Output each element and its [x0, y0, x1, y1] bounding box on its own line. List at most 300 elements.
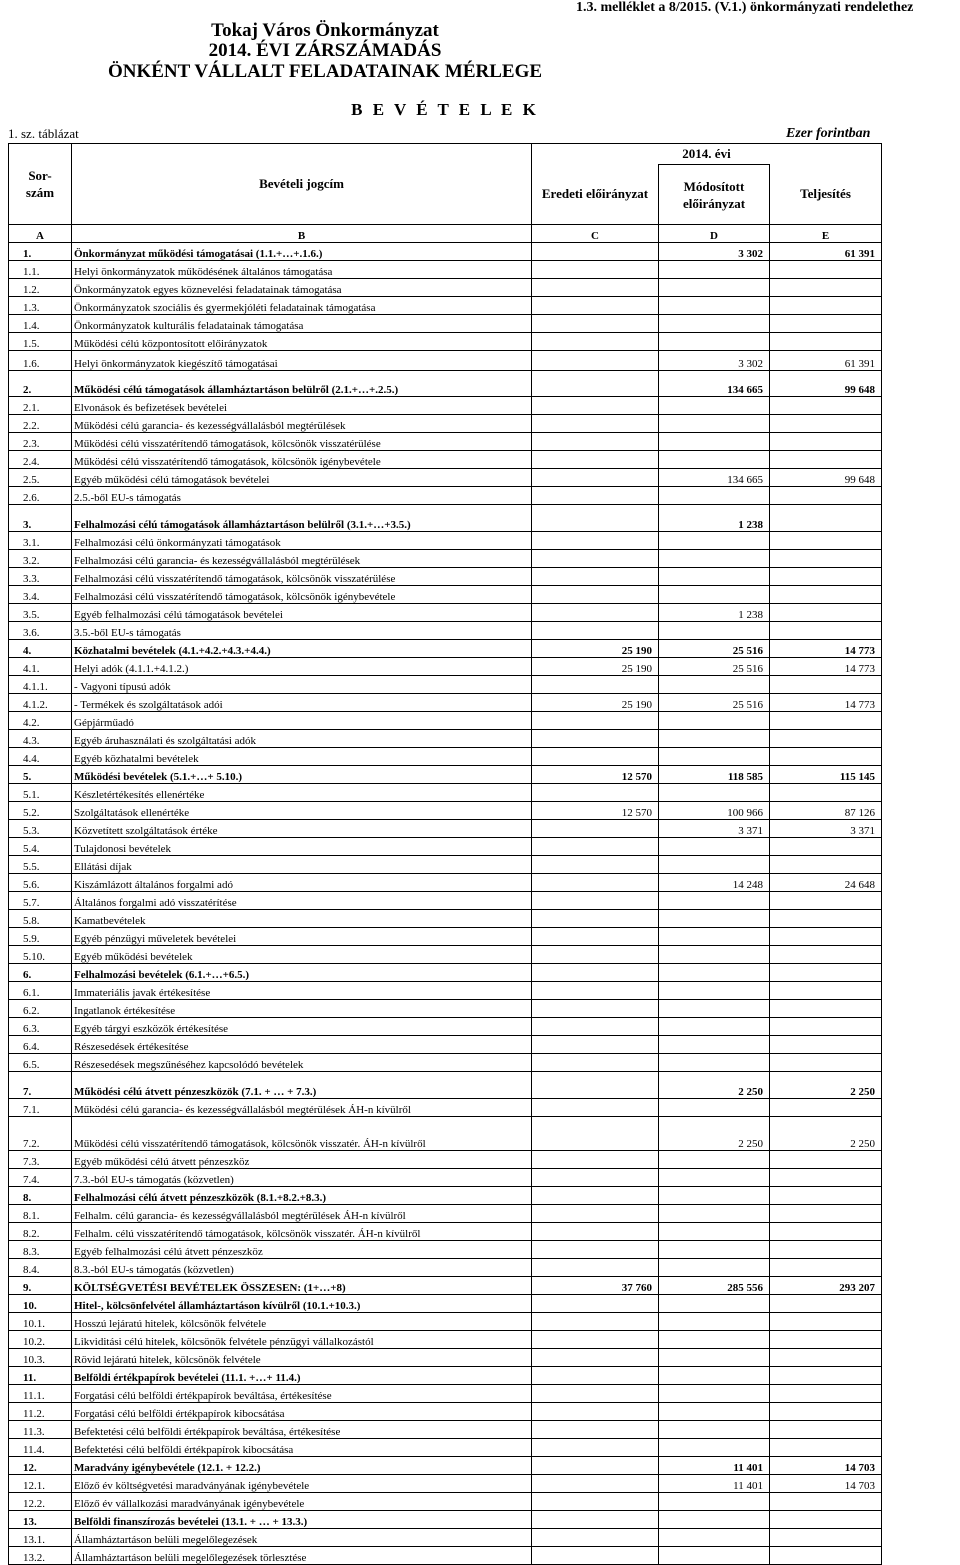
eredeti-value [532, 586, 659, 604]
teljesites-value [770, 487, 882, 505]
row-number: 10.1. [9, 1313, 72, 1331]
teljesites-value: 14 773 [770, 640, 882, 658]
row-number: 13.2. [9, 1547, 72, 1565]
table-row [9, 1151, 882, 1169]
row-number: 4.4. [9, 748, 72, 766]
teljesites-value [770, 1367, 882, 1385]
table-row [9, 279, 882, 297]
modositott-value [659, 1187, 770, 1205]
row-label: Államháztartáson belüli megelőlegezések törlesztése [72, 1547, 532, 1565]
teljesites-value: 2 250 [770, 1072, 882, 1099]
modositott-value: 285 556 [659, 1277, 770, 1295]
row-number: 10. [9, 1295, 72, 1313]
row-number: 5.2. [9, 802, 72, 820]
eredeti-value [532, 1151, 659, 1169]
modositott-value [659, 712, 770, 730]
table-row [9, 568, 882, 586]
row-number: 11.2. [9, 1403, 72, 1421]
table-row [9, 1072, 882, 1099]
table-row [9, 982, 882, 1000]
eredeti-value [532, 1000, 659, 1018]
row-number: 6.3. [9, 1018, 72, 1036]
table-row [9, 1295, 882, 1313]
modositott-value [659, 856, 770, 874]
row-label: Helyi adók (4.1.1.+4.1.2.) [72, 658, 532, 676]
row-number: 7.4. [9, 1169, 72, 1187]
row-label: Egyéb tárgyi eszközök értékesítése [72, 1018, 532, 1036]
row-number: 8.4. [9, 1259, 72, 1277]
eredeti-value [532, 1475, 659, 1493]
row-label: Egyéb működési bevételek [72, 946, 532, 964]
modositott-value: 3 302 [659, 243, 770, 261]
eredeti-value [532, 1511, 659, 1529]
table-row [9, 261, 882, 279]
row-label: 2.5.-ből EU-s támogatás [72, 487, 532, 505]
row-number: 4.1. [9, 658, 72, 676]
row-number: 1.4. [9, 315, 72, 333]
row-label: KÖLTSÉGVETÉSI BEVÉTELEK ÖSSZESEN: (1+…+8) [72, 1277, 532, 1295]
modositott-value: 14 248 [659, 874, 770, 892]
eredeti-value: 12 570 [532, 766, 659, 784]
letter-b: B [72, 225, 532, 243]
eredeti-value [532, 415, 659, 433]
modositott-value [659, 397, 770, 415]
modositott-value [659, 1151, 770, 1169]
eredeti-value [532, 351, 659, 371]
row-label: Hosszú lejáratú hitelek, kölcsönök felvétele [72, 1313, 532, 1331]
table-row [9, 838, 882, 856]
row-number: 2.1. [9, 397, 72, 415]
table-row [9, 550, 882, 568]
eredeti-value: 37 760 [532, 1277, 659, 1295]
row-number: 3.3. [9, 568, 72, 586]
modositott-value [659, 1018, 770, 1036]
teljesites-value: 99 648 [770, 371, 882, 397]
eredeti-value [532, 1223, 659, 1241]
table-row [9, 730, 882, 748]
row-number: 5. [9, 766, 72, 784]
teljesites-value [770, 279, 882, 297]
table-row [9, 415, 882, 433]
modositott-value [659, 1439, 770, 1457]
table-row [9, 910, 882, 928]
eredeti-value: 25 190 [532, 658, 659, 676]
modositott-value [659, 784, 770, 802]
row-label: Működési célú visszatérítendő támogatások, kölcsönök igénybevétele [72, 451, 532, 469]
eredeti-value [532, 1493, 659, 1511]
row-label: Előző év vállalkozási maradványának igénybevétele [72, 1493, 532, 1511]
eredeti-value [532, 1241, 659, 1259]
teljesites-value: 14 703 [770, 1475, 882, 1493]
table-row [9, 532, 882, 550]
row-label: Működési célú központosított előirányzatok [72, 333, 532, 351]
row-label: Egyéb működési célú átvett pénzeszköz [72, 1151, 532, 1169]
modositott-value [659, 1511, 770, 1529]
teljesites-value [770, 333, 882, 351]
table-row [9, 586, 882, 604]
table-row [9, 1457, 882, 1475]
row-label: Helyi önkormányzatok működésének általános támogatása [72, 261, 532, 279]
eredeti-value [532, 982, 659, 1000]
eredeti-value [532, 333, 659, 351]
letter-d: D [659, 225, 770, 243]
modositott-value [659, 910, 770, 928]
modositott-value: 118 585 [659, 766, 770, 784]
eredeti-value [532, 964, 659, 982]
teljesites-value [770, 1151, 882, 1169]
eredeti-value [532, 1421, 659, 1439]
row-label: Gépjárműadó [72, 712, 532, 730]
eredeti-value [532, 1439, 659, 1457]
row-number: 2.5. [9, 469, 72, 487]
letter-e: E [770, 225, 882, 243]
table-row [9, 1313, 882, 1331]
teljesites-value [770, 1187, 882, 1205]
row-label: Elvonások és befizetések bevételei [72, 397, 532, 415]
teljesites-value [770, 568, 882, 586]
table-row [9, 371, 882, 397]
modositott-value [659, 532, 770, 550]
eredeti-value [532, 748, 659, 766]
teljesites-value [770, 451, 882, 469]
modositott-value: 11 401 [659, 1475, 770, 1493]
eredeti-value [532, 568, 659, 586]
table-row [9, 1511, 882, 1529]
row-number: 2. [9, 371, 72, 397]
eredeti-value [532, 1457, 659, 1475]
eredeti-value [532, 371, 659, 397]
row-label: - Vagyoni típusú adók [72, 676, 532, 694]
revenue-table [8, 143, 882, 1565]
teljesites-value: 61 391 [770, 243, 882, 261]
teljesites-value [770, 505, 882, 532]
modositott-value [659, 279, 770, 297]
table-row [9, 892, 882, 910]
eredeti-value [532, 730, 659, 748]
row-label: Felhalmozási célú önkormányzati támogatások [72, 532, 532, 550]
modositott-value [659, 433, 770, 451]
modositott-value [659, 964, 770, 982]
row-number: 2.3. [9, 433, 72, 451]
eredeti-value [532, 856, 659, 874]
teljesites-value [770, 1439, 882, 1457]
row-number: 4.1.1. [9, 676, 72, 694]
teljesites-value [770, 784, 882, 802]
table-row [9, 640, 882, 658]
row-number: 11. [9, 1367, 72, 1385]
row-number: 1.6. [9, 351, 72, 371]
row-label: Működési célú átvett pénzeszközök (7.1. + … + 7.3.) [72, 1072, 532, 1099]
column-letters-row [9, 225, 882, 243]
row-number: 3. [9, 505, 72, 532]
eredeti-value [532, 1099, 659, 1117]
row-number: 4. [9, 640, 72, 658]
row-label: - Termékek és szolgáltatások adói [72, 694, 532, 712]
table-row [9, 604, 882, 622]
table-row [9, 1439, 882, 1457]
col-sorszam-header: Sor- szám [9, 144, 72, 225]
row-label: Rövid lejáratú hitelek, kölcsönök felvétele [72, 1349, 532, 1367]
row-label: Felhalmozási célú garancia- és kezességvállalásból megtérülések [72, 550, 532, 568]
eredeti-value [532, 297, 659, 315]
eredeti-value [532, 1018, 659, 1036]
row-number: 7. [9, 1072, 72, 1099]
eredeti-value [532, 712, 659, 730]
row-label: Önkormányzatok egyes köznevelési feladatainak támogatása [72, 279, 532, 297]
modositott-value [659, 1385, 770, 1403]
unit-label: Ezer forintban [786, 126, 871, 141]
teljesites-value [770, 1223, 882, 1241]
modositott-value [659, 568, 770, 586]
teljesites-value [770, 315, 882, 333]
row-label: Forgatási célú belföldi értékpapírok kibocsátása [72, 1403, 532, 1421]
row-label: Közhatalmi bevételek (4.1.+4.2.+4.3.+4.4.) [72, 640, 532, 658]
modositott-value [659, 1421, 770, 1439]
modositott-value [659, 730, 770, 748]
row-number: 6.1. [9, 982, 72, 1000]
teljesites-value [770, 910, 882, 928]
teljesites-value [770, 1000, 882, 1018]
row-label: Önkormányzatok kulturális feladatainak támogatása [72, 315, 532, 333]
teljesites-value [770, 730, 882, 748]
table-row [9, 451, 882, 469]
col-eredeti-header: Eredeti előirányzat [532, 165, 659, 225]
teljesites-value [770, 946, 882, 964]
eredeti-value [532, 1259, 659, 1277]
teljesites-value: 87 126 [770, 802, 882, 820]
eredeti-value [532, 1054, 659, 1072]
teljesites-value [770, 1421, 882, 1439]
row-label: Likviditási célú hitelek, kölcsönök felvétele pénzügyi vállalkozástól [72, 1331, 532, 1349]
row-label: Készletértékesítés ellenértéke [72, 784, 532, 802]
row-label: Államháztartáson belüli megelőlegezések [72, 1529, 532, 1547]
eredeti-value [532, 946, 659, 964]
table-row [9, 856, 882, 874]
row-label: Befektetési célú belföldi értékpapírok kibocsátása [72, 1439, 532, 1457]
row-label: Ellátási díjak [72, 856, 532, 874]
row-label: Egyéb működési célú támogatások bevételei [72, 469, 532, 487]
row-label: Működési célú garancia- és kezességvállalásból megtérülések ÁH-n kívülről [72, 1099, 532, 1117]
row-label: Egyéb közhatalmi bevételek [72, 748, 532, 766]
row-number: 3.5. [9, 604, 72, 622]
teljesites-value [770, 982, 882, 1000]
table-row [9, 487, 882, 505]
modositott-value [659, 946, 770, 964]
modositott-value [659, 1349, 770, 1367]
eredeti-value [532, 910, 659, 928]
table-row [9, 874, 882, 892]
modositott-value [659, 1367, 770, 1385]
eredeti-value [532, 505, 659, 532]
teljesites-value [770, 1511, 882, 1529]
table-row [9, 1187, 882, 1205]
row-label: Önkormányzat működési támogatásai (1.1.+…+.1.6.) [72, 243, 532, 261]
teljesites-value [770, 397, 882, 415]
table-row [9, 469, 882, 487]
row-label: Forgatási célú belföldi értékpapírok beváltása, értékesítése [72, 1385, 532, 1403]
teljesites-value [770, 1349, 882, 1367]
row-number: 13.1. [9, 1529, 72, 1547]
teljesites-value [770, 532, 882, 550]
row-label: 7.3.-ból EU-s támogatás (közvetlen) [72, 1169, 532, 1187]
table-row [9, 1421, 882, 1439]
row-number: 11.4. [9, 1439, 72, 1457]
modositott-value [659, 676, 770, 694]
row-label: Egyéb felhalmozási célú támogatások bevételei [72, 604, 532, 622]
table-row [9, 766, 882, 784]
modositott-value [659, 1099, 770, 1117]
eredeti-value [532, 487, 659, 505]
row-number: 1.2. [9, 279, 72, 297]
row-label: 3.5.-ből EU-s támogatás [72, 622, 532, 640]
table-row [9, 1099, 882, 1117]
modositott-value: 3 371 [659, 820, 770, 838]
eredeti-value [532, 1295, 659, 1313]
section-heading: B E V É T E L E K [351, 100, 539, 119]
modositott-value [659, 1223, 770, 1241]
modositott-value: 134 665 [659, 371, 770, 397]
teljesites-value [770, 1054, 882, 1072]
row-number: 6.5. [9, 1054, 72, 1072]
row-label: Felhalm. célú visszatérítendő támogatások, kölcsönök visszatér. ÁH-n kívülről [72, 1223, 532, 1241]
teljesites-value [770, 1259, 882, 1277]
table-row [9, 1349, 882, 1367]
row-label: Kamatbevételek [72, 910, 532, 928]
row-number: 4.3. [9, 730, 72, 748]
row-number: 6. [9, 964, 72, 982]
teljesites-value: 99 648 [770, 469, 882, 487]
row-number: 5.4. [9, 838, 72, 856]
row-label: 8.3.-ból EU-s támogatás (közvetlen) [72, 1259, 532, 1277]
row-label: Működési célú visszatérítendő támogatások, kölcsönök visszatér. ÁH-n kívülről [72, 1117, 532, 1151]
row-label: Maradvány igénybevétele (12.1. + 12.2.) [72, 1457, 532, 1475]
row-number: 1.3. [9, 297, 72, 315]
letter-c: C [532, 225, 659, 243]
eredeti-value [532, 550, 659, 568]
row-label: Részesedések megszűnéséhez kapcsolódó bevételek [72, 1054, 532, 1072]
modositott-value [659, 333, 770, 351]
eredeti-value [532, 1349, 659, 1367]
teljesites-value [770, 1099, 882, 1117]
eredeti-value [532, 451, 659, 469]
teljesites-value [770, 1493, 882, 1511]
modositott-value [659, 928, 770, 946]
eredeti-value [532, 1187, 659, 1205]
table-row [9, 1331, 882, 1349]
table-row [9, 802, 882, 820]
modositott-value [659, 1000, 770, 1018]
table-row [9, 1277, 882, 1295]
row-number: 4.2. [9, 712, 72, 730]
row-label: Felhalmozási bevételek (6.1.+…+6.5.) [72, 964, 532, 982]
row-number: 1.5. [9, 333, 72, 351]
row-number: 8. [9, 1187, 72, 1205]
row-number: 3.6. [9, 622, 72, 640]
eredeti-value: 25 190 [532, 694, 659, 712]
modositott-value: 3 302 [659, 351, 770, 371]
row-number: 3.4. [9, 586, 72, 604]
teljesites-value: 61 391 [770, 351, 882, 371]
table-row [9, 1547, 882, 1565]
modositott-value [659, 1259, 770, 1277]
teljesites-value [770, 1313, 882, 1331]
table-row [9, 1493, 882, 1511]
teljesites-value [770, 1018, 882, 1036]
title-line-1: Tokaj Város Önkormányzat [211, 20, 439, 41]
table-row [9, 1259, 882, 1277]
row-number: 12.1. [9, 1475, 72, 1493]
row-label: Működési célú visszatérítendő támogatások, kölcsönök visszatérülése [72, 433, 532, 451]
eredeti-value [532, 1169, 659, 1187]
letter-a: A [9, 225, 72, 243]
table-row [9, 676, 882, 694]
table-row [9, 1403, 882, 1421]
eredeti-value [532, 1036, 659, 1054]
teljesites-value [770, 1205, 882, 1223]
eredeti-value [532, 676, 659, 694]
modositott-value: 25 516 [659, 694, 770, 712]
row-number: 7.1. [9, 1099, 72, 1117]
row-label: Hitel-, kölcsönfelvétel államháztartáson kívülről (10.1.+10.3.) [72, 1295, 532, 1313]
table-row [9, 1054, 882, 1072]
row-number: 11.1. [9, 1385, 72, 1403]
row-label: Egyéb áruhasználati és szolgáltatási adók [72, 730, 532, 748]
table-row [9, 1385, 882, 1403]
row-label: Önkormányzatok szociális és gyermekjóléti feladatainak támogatása [72, 297, 532, 315]
row-number: 8.2. [9, 1223, 72, 1241]
table-row [9, 928, 882, 946]
modositott-value [659, 622, 770, 640]
table-row [9, 397, 882, 415]
table-row [9, 1367, 882, 1385]
teljesites-value [770, 604, 882, 622]
table-row [9, 243, 882, 261]
table-row [9, 946, 882, 964]
eredeti-value: 25 190 [532, 640, 659, 658]
table-number: 1. sz. táblázat [8, 126, 79, 141]
table-row [9, 1000, 882, 1018]
modositott-value [659, 1547, 770, 1565]
row-number: 5.8. [9, 910, 72, 928]
modositott-value [659, 1403, 770, 1421]
row-label: Kiszámlázott általános forgalmi adó [72, 874, 532, 892]
teljesites-value [770, 297, 882, 315]
teljesites-value [770, 1385, 882, 1403]
row-number: 7.2. [9, 1117, 72, 1151]
eredeti-value [532, 433, 659, 451]
teljesites-value [770, 1241, 882, 1259]
teljesites-value [770, 433, 882, 451]
modositott-value [659, 1036, 770, 1054]
table-row [9, 1223, 882, 1241]
row-label: Felhalmozási célú támogatások államháztartáson belülről (3.1.+…+3.5.) [72, 505, 532, 532]
modositott-value [659, 550, 770, 568]
teljesites-value: 293 207 [770, 1277, 882, 1295]
row-number: 3.1. [9, 532, 72, 550]
header-row [9, 144, 882, 165]
teljesites-value [770, 676, 882, 694]
row-number: 1. [9, 243, 72, 261]
modositott-value [659, 982, 770, 1000]
row-number: 5.3. [9, 820, 72, 838]
modositott-value [659, 748, 770, 766]
teljesites-value [770, 1036, 882, 1054]
eredeti-value [532, 622, 659, 640]
row-label: Működési célú garancia- és kezességvállalásból megtérülések [72, 415, 532, 433]
row-number: 11.3. [9, 1421, 72, 1439]
modositott-value [659, 487, 770, 505]
table-row [9, 658, 882, 676]
